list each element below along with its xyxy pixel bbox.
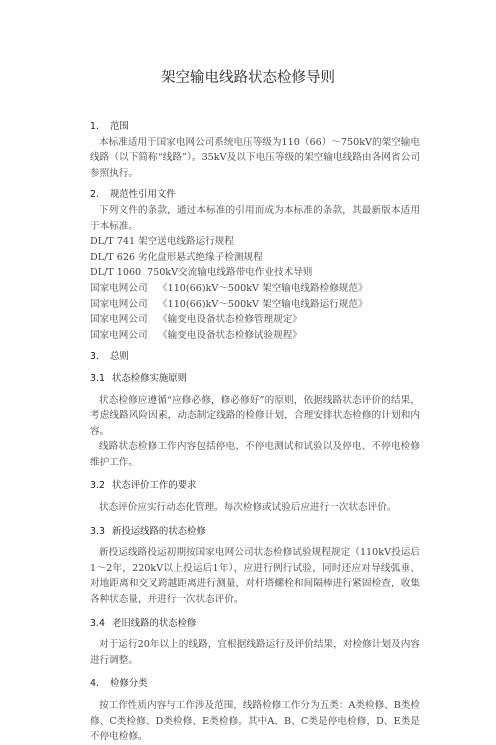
reference-item [90,265,420,281]
section-2-paragraph: 下列文件的条款，通过本标准的引用而成为本标准的条款，其最新版本适用于本标准。 [90,204,420,232]
section-number: 4. [90,678,99,690]
section-1-paragraph: 本标准适用于国家电网公司系统电压等级为110（66）～750kV的架空输电线路（以下简称“线路”）。35kV及以下电压等级的架空输电线路由各网省公司参照执行。 [90,136,420,179]
section-3-heading [90,349,420,365]
section-title: 检修分类 [110,678,148,690]
reference-item [90,234,420,250]
section-number: 2. [90,189,99,201]
section-number: 3.1 [90,372,105,384]
section-4-paragraph: 按工作性质内容与工作涉及范围，线路检修工作分为五类：A类检修、B类检修、C类检修、D类检修、E类检修。其中A、B、C类是停电检修，D、E类是不停电检修。 [90,700,420,743]
section-title: 规范性引用文件 [110,189,176,201]
reference-code: 国家电网公司 [90,282,148,294]
reference-name: 《110(66)kV～500kV 架空输电线路运行规范》 [158,298,368,310]
subsection-3-3-paragraph: 新投运线路投运初期按国家电网公司状态检修试验规程规定（110kV投运后1～2年，220kV以上投运后1年），应进行例行试验，同时还应对导线弧垂、对地距离和交叉跨越距离进行测量，对杆塔螺栓和间隔棒进行紧固检查，收集各种状态量，并进行一次状态评价。 [90,547,420,606]
subsection-3-1-heading [90,371,420,387]
section-2-heading [90,187,420,203]
section-number: 3. [90,351,99,363]
subsection-3-1-paragraph-2: 线路状态检修工作内容包括停电、不停电测试和试验以及停电、不停电检修维护工作。 [90,441,420,468]
subsection-3-1-paragraph-1: 状态检修应遵循“应修必修，修必修好”的原则，依据线路状态评价的结果，考虑线路风险因素，动态制定线路的检修计划，合理安排状态检修的计划和内容。 [90,394,420,437]
subsection-3-3-heading [90,524,420,540]
subsection-3-4-heading [90,616,420,632]
reference-code: 国家电网公司 [90,298,148,310]
reference-item [90,297,420,313]
reference-code: 国家电网公司 [90,314,148,326]
subsection-3-4-paragraph: 对于运行20年以上的线路，宜根据线路运行及评价结果，对检修计划及内容进行调整。 [90,639,420,666]
reference-item [90,328,420,344]
reference-code: 国家电网公司 [90,329,148,341]
reference-name: 《110(66)kV～500kV 架空输电线路检修规范》 [158,282,368,294]
page-title: 架空输电线路状态检修导则 [161,70,335,86]
subsection-3-2-paragraph: 状态评价应实行动态化管理。每次检修或试验后应进行一次状态评价。 [99,502,397,514]
section-title: 新投运线路的状态检修 [112,525,206,537]
reference-item [90,250,420,266]
document-body [90,119,420,745]
section-number: 3.2 [90,480,105,492]
reference-item [90,281,420,297]
reference-name: 架空送电线路运行规程 [138,236,234,248]
reference-name: 《输变电设备状态检修试验规程》 [158,329,302,341]
section-title: 范围 [110,121,129,132]
subsection-3-2-heading [90,478,420,494]
section-number: 1. [90,121,99,132]
reference-code: DL/T 626 [90,251,136,263]
section-title: 总则 [110,351,129,363]
reference-code: DL/T 741 [90,236,136,248]
section-number: 3.3 [90,525,105,537]
reference-name: 劣化盘形悬式绝缘子检测规程 [138,251,263,263]
section-title: 状态检修实施原则 [112,372,188,384]
section-title: 老旧线路的状态检修 [112,617,197,629]
reference-code: DL/T 1060 [90,267,142,279]
section-title: 状态评价工作的要求 [112,480,197,492]
section-4-heading [90,676,420,692]
reference-name: 《输变电设备状态检修管理规定》 [158,314,302,326]
section-number: 3.4 [90,617,105,629]
section-1-heading [90,119,420,135]
reference-item [90,312,420,328]
reference-name: 750kV交流输电线路带电作业技术导则 [147,267,313,279]
